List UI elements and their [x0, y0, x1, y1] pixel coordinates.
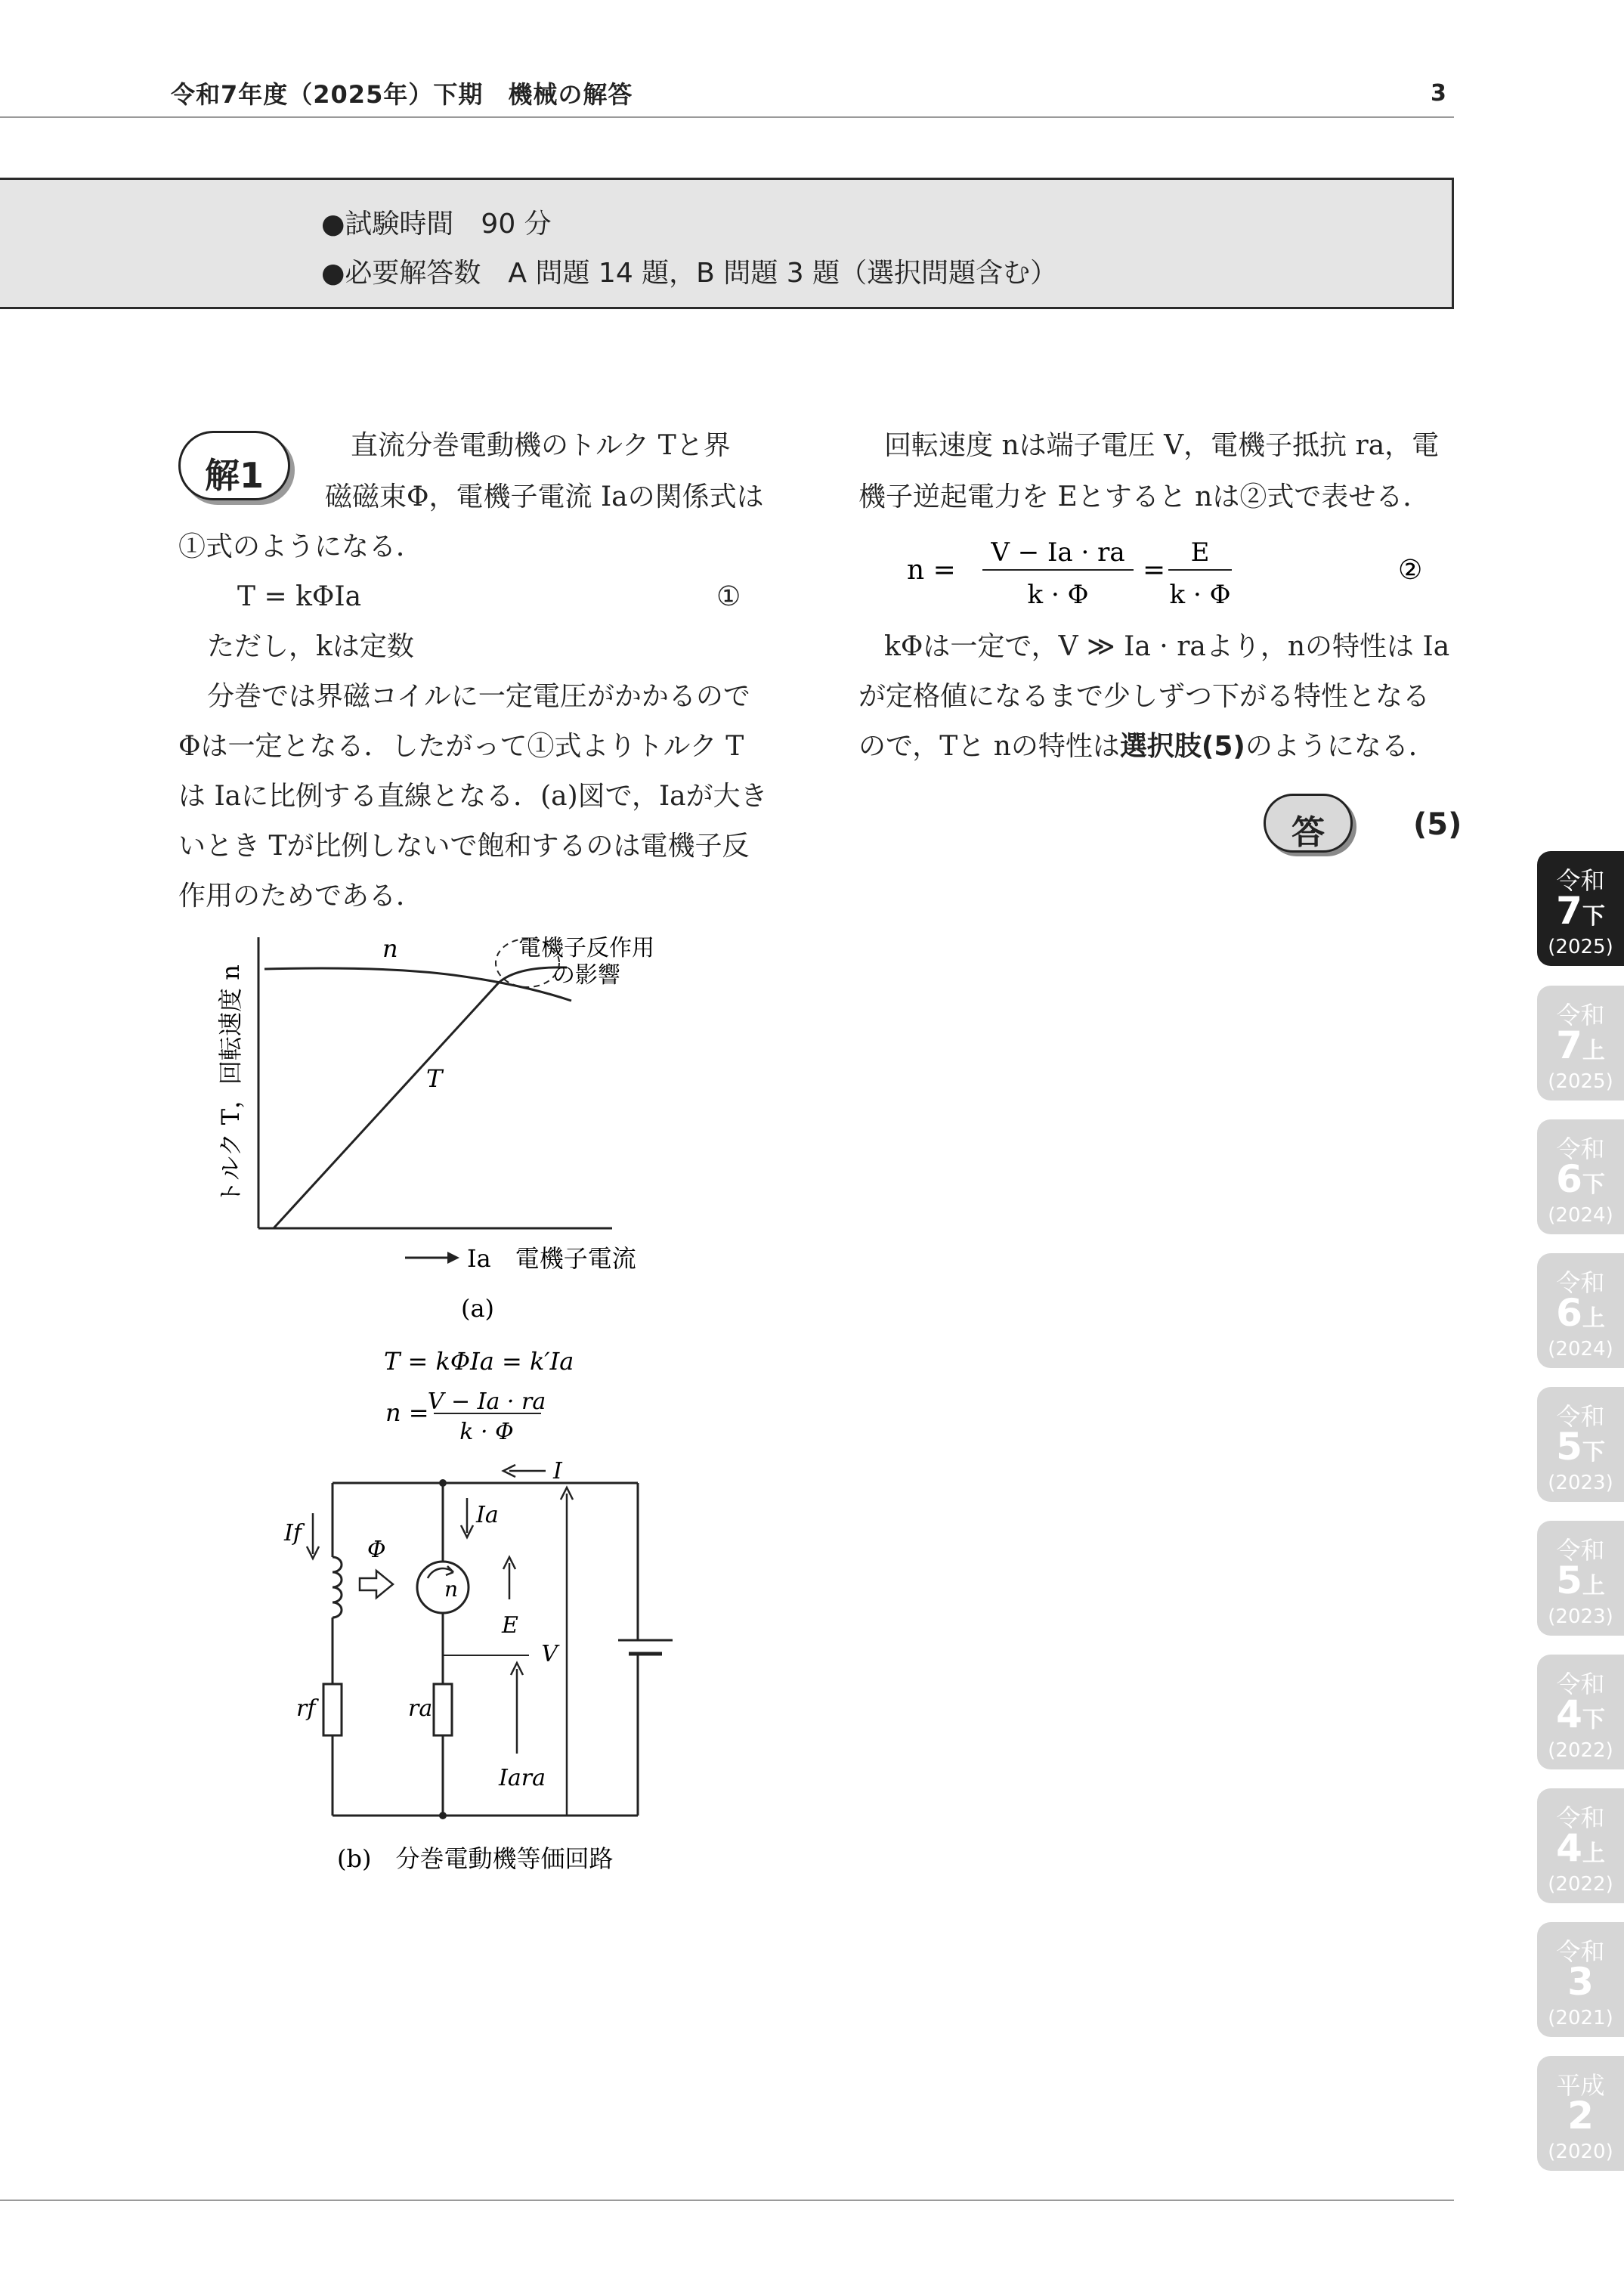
- tab-ad-year: (2020): [1548, 2141, 1613, 2163]
- tab-year: 5上: [1556, 1559, 1605, 1602]
- label-V: V: [541, 1641, 558, 1667]
- equation-2: [907, 529, 1436, 620]
- eq2-lhs: n =: [907, 555, 956, 586]
- tab-year: 3: [1567, 1960, 1594, 2004]
- eq2-frac2-denominator: k · Φ: [1169, 580, 1231, 610]
- answer-badge: [1264, 794, 1353, 853]
- field-resistor: [323, 1684, 342, 1735]
- sidebar-tab-r3[interactable]: [1537, 1922, 1624, 2037]
- tab-year: 4上: [1556, 1826, 1605, 1870]
- left-line-5: 分巻では界磁コイルに一定電圧がかかるので: [207, 681, 750, 712]
- tab-ad-year: (2023): [1548, 1472, 1613, 1494]
- left-line-1: 直流分巻電動機のトルク Tと界: [351, 430, 731, 461]
- sidebar-tab-r4-upper[interactable]: [1537, 1788, 1624, 1903]
- x-axis-label: Ia 電機子電流: [467, 1244, 636, 1273]
- tab-ad-year: (2025): [1548, 936, 1613, 958]
- sidebar-tab-r7-lower[interactable]: [1537, 851, 1624, 966]
- circuit-formula-2-den: k · Φ: [459, 1419, 514, 1445]
- label-Ia: Ia: [476, 1502, 499, 1528]
- right-line-5: [858, 733, 1436, 760]
- flux-arrow-icon: [360, 1571, 393, 1598]
- motor-n-label: n: [444, 1577, 459, 1602]
- tab-year: 5下: [1556, 1425, 1605, 1469]
- junction-bottom: [439, 1812, 447, 1819]
- right-line-1: 回転速度 nは端子電圧 V，電機子抵抗 ra，電: [884, 430, 1440, 461]
- sidebar-tab-r7-upper[interactable]: [1537, 986, 1624, 1101]
- annotation-line-2: の影響: [552, 962, 620, 989]
- right-line-4: が定格値になるまで少しずつ下がる特性となる: [858, 681, 1431, 712]
- eq2-frac1-denominator: k · Φ: [1027, 580, 1089, 610]
- right-line-5b: のようになる．: [1245, 731, 1436, 762]
- figure-b-caption: (b) 分巻電動機等価回路: [337, 1844, 614, 1873]
- sidebar-tab-r4-lower[interactable]: [1537, 1655, 1624, 1769]
- right-line-2: 機子逆起電力を Eとすると nは②式で表せる．: [858, 481, 1431, 512]
- tab-ad-year: (2022): [1548, 1873, 1613, 1896]
- figure-b-circuit: [272, 1338, 695, 1882]
- tab-era: 令和: [1556, 1670, 1605, 1698]
- figure-a-graph: [212, 922, 756, 1330]
- curve-t-label: T: [426, 1064, 443, 1093]
- tab-year: 2: [1567, 2094, 1594, 2138]
- x-axis-arrow-head: [447, 1252, 459, 1264]
- solution-badge: [178, 431, 290, 500]
- circuit-formula-1: T = kΦIa = k′Ia: [384, 1347, 574, 1376]
- left-line-6: Φは一定となる．したがって①式よりトルク T: [178, 731, 744, 762]
- eq2-number: ②: [1398, 555, 1423, 586]
- page-number: 3: [1431, 80, 1446, 107]
- tab-ad-year: (2024): [1548, 1338, 1613, 1361]
- tab-year: 6下: [1556, 1157, 1605, 1201]
- exam-info-box: [0, 178, 1454, 309]
- armature-resistor: [434, 1684, 452, 1735]
- tab-era: 令和: [1556, 1268, 1605, 1297]
- label-ra: ra: [408, 1695, 433, 1722]
- curve-n: [264, 968, 571, 1001]
- right-line-5a: ので，Tと nの特性は: [858, 731, 1120, 762]
- solution-badge-label: 解1: [204, 455, 264, 496]
- tab-year: 4下: [1556, 1692, 1605, 1736]
- sidebar-tab-r6-upper[interactable]: [1537, 1253, 1624, 1368]
- circuit-formula-2-num: V − Ia · ra: [427, 1388, 546, 1415]
- answer-choice-highlight: 選択肢(5): [1119, 731, 1245, 762]
- answer-badge-label: 答: [1291, 813, 1325, 852]
- y-axis-label: トルク T，回転速度 n: [216, 964, 245, 1205]
- figure-a-caption: (a): [460, 1294, 495, 1323]
- tab-era: 平成: [1556, 2071, 1605, 2100]
- label-Iara: Iara: [499, 1765, 546, 1791]
- left-line-4: ただし，kは定数: [207, 631, 414, 662]
- junction-top: [439, 1479, 447, 1487]
- tab-era: 令和: [1556, 1803, 1605, 1832]
- field-coil-icon: [333, 1557, 342, 1618]
- tab-year: 6上: [1556, 1291, 1605, 1335]
- tab-ad-year: (2023): [1548, 1605, 1613, 1628]
- label-If: If: [284, 1520, 302, 1546]
- tab-year: 7上: [1556, 1023, 1605, 1067]
- exam-required-answers: ●必要解答数 A 問題 14 題，B 問題 3 題（選択問題含む）: [321, 258, 1058, 289]
- eq2-frac2-numerator: E: [1190, 537, 1210, 568]
- sidebar-tab-r5-upper[interactable]: [1537, 1521, 1624, 1636]
- label-E: E: [502, 1612, 518, 1639]
- page-header: [0, 0, 1454, 118]
- left-line-8: いとき Tが比例しないで飽和するのは電機子反: [178, 831, 750, 862]
- circuit-formula-2-lhs: n =: [385, 1398, 429, 1427]
- exam-time: ●試験時間 90 分: [321, 209, 552, 240]
- sidebar-tab-r5-lower[interactable]: [1537, 1387, 1624, 1502]
- curve-torque: [274, 967, 567, 1228]
- answer-value: (5): [1413, 807, 1462, 842]
- left-line-2: 磁磁束Φ，電機子電流 Iaの関係式は: [325, 481, 764, 512]
- sidebar-tab-r6-lower[interactable]: [1537, 1119, 1624, 1234]
- label-phi: Φ: [367, 1537, 386, 1563]
- annotation-line-1: 電機子反作用: [518, 935, 654, 961]
- tab-ad-year: (2025): [1548, 1070, 1613, 1093]
- equation-1: T = kΦIa: [237, 581, 362, 612]
- tab-era: 令和: [1556, 866, 1605, 895]
- header-title: 令和7年度（2025年）下期 機械の解答: [171, 80, 633, 109]
- eq2-equals: =: [1143, 555, 1166, 586]
- curve-n-label: n: [382, 934, 398, 963]
- label-rf: rf: [296, 1695, 316, 1722]
- tab-era: 令和: [1556, 1001, 1605, 1029]
- right-line-3: kΦは一定で，V ≫ Ia · raより，nの特性は Ia: [884, 631, 1450, 662]
- tab-era: 令和: [1556, 1536, 1605, 1565]
- left-line-9: 作用のためである．: [178, 881, 424, 912]
- tab-era: 令和: [1556, 1937, 1605, 1966]
- tab-ad-year: (2024): [1548, 1204, 1613, 1227]
- sidebar-tab-h2[interactable]: [1537, 2056, 1624, 2171]
- equation-1-number: ①: [716, 581, 741, 612]
- tab-ad-year: (2022): [1548, 1739, 1613, 1762]
- tab-era: 令和: [1556, 1402, 1605, 1431]
- footer-rule: [0, 2200, 1454, 2201]
- tab-ad-year: (2021): [1548, 2007, 1613, 2029]
- tab-year: 7下: [1556, 889, 1605, 933]
- label-I: I: [553, 1458, 562, 1484]
- tab-era: 令和: [1556, 1135, 1605, 1163]
- left-line-3: ①式のようになる．: [178, 531, 424, 562]
- eq2-frac1-numerator: V − Ia · ra: [991, 537, 1125, 568]
- left-line-7: は Iaに比例する直線となる．(a)図で，Iaが大き: [178, 781, 768, 812]
